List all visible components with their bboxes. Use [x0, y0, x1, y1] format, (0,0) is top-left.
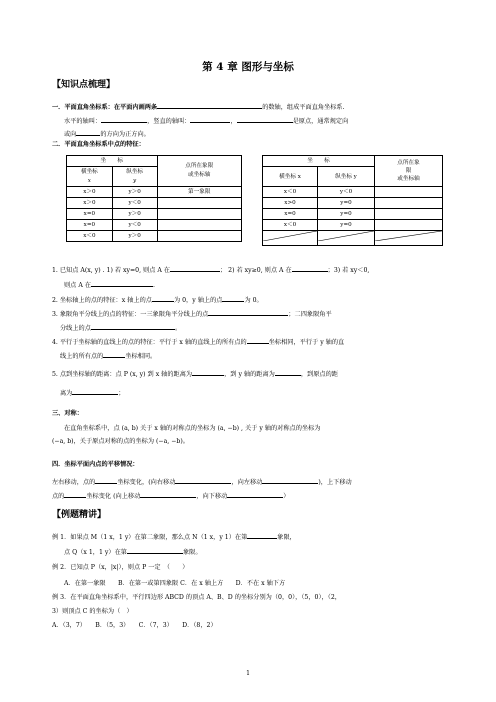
table-header-text: 点所在象限	[185, 163, 214, 169]
question-5-line2: 离为 ；	[60, 387, 125, 398]
example-2-options: A．在第一象限 B．在第一或第四象限 C．在 x 轴上方 D．不在 x 轴下方	[64, 580, 286, 587]
table-header-text: 或坐标轴	[188, 172, 211, 178]
table-cell: y＞0	[112, 209, 157, 220]
table-cell	[375, 209, 443, 220]
blank	[91, 279, 153, 287]
symmetry-line2: (−a, b)，关于原点对称的点的坐标为 (−a, −b)。	[52, 438, 189, 445]
translation-line1	[52, 476, 352, 487]
table-row	[67, 198, 242, 209]
table-header-y	[112, 167, 157, 187]
text-run: 坐标相同。	[125, 353, 157, 360]
table-header-y: 纵坐标 y	[318, 167, 375, 187]
table-cell: y=0	[318, 220, 375, 231]
blank	[127, 546, 183, 554]
blank	[237, 115, 293, 123]
table-cell	[157, 209, 242, 220]
table-cell-empty	[263, 231, 318, 246]
text-run: 5. 点到坐标轴的距离：点 P (x, y) 到 x 轴的距离为	[52, 371, 193, 378]
text-run: 的方向为正方向。	[100, 131, 150, 138]
table-row	[263, 231, 443, 246]
chapter-title: 第 4 章 图形与坐标	[202, 61, 294, 73]
text-run: ）	[283, 493, 290, 500]
table-cell: x＜0	[263, 187, 318, 198]
example-3-line2: 3）则顶点 C 的坐标为（ ）	[52, 608, 133, 615]
text-run: 分线上的点	[60, 325, 91, 332]
text-run: 例 1．如果点 M（1 x，1 y）在第二象限，那么点 N（1 x，y 1）在第	[52, 534, 248, 541]
blank	[64, 490, 86, 498]
text-run: 为 0。	[244, 297, 263, 304]
question-4-line2	[60, 350, 156, 361]
text-run: 是原点，通常规定向	[292, 118, 349, 125]
table-cell	[157, 231, 242, 242]
diagonal-line-icon	[375, 231, 442, 241]
table-row	[67, 209, 242, 220]
text-run: ，到 y 轴的距离为	[224, 371, 275, 378]
blank	[208, 308, 288, 316]
table-header-text: y	[133, 177, 137, 184]
text-run: )，上下移动	[318, 479, 352, 486]
table-header-text: 或坐标轴	[397, 176, 420, 182]
text-run: ；3) 若 xy＜0,	[327, 267, 370, 274]
section-heading-knowledge: 【知识点梳理】	[52, 80, 116, 90]
text-run: 为 0，y 轴上的点	[173, 297, 223, 304]
blank	[91, 322, 175, 330]
diagonal-line-icon	[263, 231, 317, 241]
symmetry-line1: 在直角坐标系中，点 (a, b) 关于 x 轴的对称点的坐标为 (a, −b) , 关于 y 轴的对称点的坐标为	[64, 425, 321, 432]
blank	[170, 264, 220, 272]
blank	[175, 476, 231, 484]
table-header-text: 点所在象	[397, 160, 420, 166]
text-run: 一．平面直角坐标系：在平面内画两条	[52, 104, 158, 111]
text-run: ，到原点的距	[300, 371, 338, 378]
example-1-line2	[64, 546, 202, 557]
blank	[72, 387, 118, 395]
table-cell: y＜0	[318, 187, 375, 198]
question-1-line1	[52, 264, 369, 275]
question-4-line1	[52, 336, 344, 347]
table-cell: y=0	[318, 198, 375, 209]
blank	[275, 368, 301, 376]
table-cell: x>0	[263, 198, 318, 209]
blank	[152, 294, 174, 302]
table-header-x: 横坐标 x	[263, 167, 318, 187]
question-5-line1	[52, 368, 338, 379]
text-run: 坐标变化，(向右移动	[117, 479, 176, 486]
table-header-text: 限	[405, 168, 412, 174]
table-row	[263, 198, 443, 209]
blank	[247, 336, 269, 344]
table-header-coordinate: 坐 标	[263, 156, 375, 167]
blank	[247, 531, 277, 539]
section-heading-examples: 【例题精讲】	[52, 510, 107, 520]
text-run: 4. 平行于坐标轴的直线上的点的特征：平行于 x 轴的直线上的所有点的	[52, 339, 247, 346]
blank	[222, 294, 244, 302]
blank	[262, 476, 318, 484]
table-header-text: x	[87, 177, 91, 184]
text-run: 象限。	[182, 549, 202, 556]
table-cell	[375, 198, 443, 209]
table-cell-empty	[375, 231, 443, 246]
text-run: 或向	[64, 131, 77, 138]
table-cell: x=0	[67, 220, 113, 231]
paragraph-coordinate-system-line2	[64, 115, 348, 126]
table-row	[67, 187, 242, 198]
blank	[76, 128, 100, 136]
blank	[292, 264, 328, 272]
text-run: 点 Q（x 1，1 y）在第	[64, 549, 127, 556]
text-run: 坐标变化 (向上移动	[86, 493, 141, 500]
table-cell: x=0	[263, 209, 318, 220]
table-row	[67, 220, 242, 231]
paragraph-coordinate-system-line1	[52, 101, 345, 112]
table-row	[263, 187, 443, 198]
table-cell: x=0	[67, 209, 113, 220]
blank	[227, 490, 283, 498]
table-cell: y＜0	[112, 220, 157, 231]
text-run: 离为	[60, 390, 73, 397]
blank	[140, 490, 196, 498]
table-left-point-features	[66, 155, 242, 242]
text-run: 线上的所有点的	[60, 353, 104, 360]
paragraph-point-features: 二．平面直角坐标系中点的特征：	[52, 141, 145, 148]
text-run: ，竖直的轴叫：	[147, 118, 191, 125]
table-cell	[157, 220, 242, 231]
diagonal-line-icon	[318, 231, 374, 241]
question-3-line2: 分线上的点 。	[60, 322, 181, 333]
question-2	[52, 294, 263, 305]
text-run: 四．坐标平面内点的平移情况：	[52, 461, 139, 468]
translation-line2	[52, 490, 289, 501]
text-run: ，向下移动	[196, 493, 228, 500]
section-translation-heading	[52, 461, 139, 469]
page-number: 1	[246, 670, 250, 677]
text-run: 象限，	[277, 534, 296, 541]
text-run: 1. 已知点 A(x, y) . 1) 若 xy=0, 则点 A 在	[52, 267, 170, 274]
text-run: 坐标相同，平行于 y 轴的直	[268, 339, 345, 346]
table-cell: x＜0	[263, 220, 318, 231]
table-cell: y＞0	[112, 187, 157, 198]
blank	[101, 115, 147, 123]
table-cell-empty	[318, 231, 375, 246]
blank	[103, 350, 125, 358]
text-run: ，	[230, 118, 237, 125]
text-run: 2. 坐标轴上的点的特征：x 轴上的点	[52, 297, 152, 304]
table-header-quadrant	[157, 156, 242, 187]
table-cell	[157, 198, 242, 209]
example-3-options: A．（3，7） B．（5，3） C．（7，3） D．（8，2）	[52, 622, 217, 629]
question-3-line1	[52, 308, 332, 319]
table-header-quadrant	[375, 156, 443, 187]
blank	[192, 368, 224, 376]
table-right-point-features	[262, 155, 443, 246]
text-run: 点的	[52, 493, 65, 500]
text-run: ，向左移动	[231, 479, 263, 486]
text-run: 水平的轴叫：	[64, 118, 102, 125]
table-row	[67, 231, 242, 242]
text-run: 则点 A 在	[64, 282, 91, 289]
table-cell: y＜0	[112, 198, 157, 209]
table-cell: y=0	[318, 209, 375, 220]
table-cell: x＞0	[67, 198, 113, 209]
table-cell	[375, 187, 443, 198]
question-1-line2: 则点 A 在 .	[64, 279, 155, 290]
blank	[95, 476, 117, 484]
text-run: 3. 象限角平分线上的点的特征：一三象限角平分线上的点	[52, 311, 209, 318]
table-cell: 第一象限	[157, 187, 242, 198]
paragraph-coordinate-system-line3	[64, 128, 150, 139]
example-1-line1	[52, 531, 296, 542]
table-row	[263, 209, 443, 220]
text-run: 的数轴，组成平面直角坐标系.	[262, 104, 345, 111]
table-cell: x＜0	[67, 231, 113, 242]
table-header-text: 纵坐标	[126, 168, 144, 175]
blank	[190, 115, 230, 123]
table-row	[263, 220, 443, 231]
table-cell: y＞0	[112, 231, 157, 242]
table-header-coordinate: 坐 标	[67, 156, 158, 167]
table-cell	[375, 220, 443, 231]
example-3-line1: 例 3．在平面直角坐标系中，平行四边形 ABCD 的顶点 A、B、D 的坐标分别为（0，0），（5，0），（2，	[52, 594, 341, 601]
text-run: 左右移动，点的	[52, 479, 96, 486]
text-run: ； 2) 若 xy≥0, 则点 A 在	[220, 267, 292, 274]
section-symmetry-heading: 三、对称：	[52, 410, 83, 417]
text-run: ；二四象限角平	[288, 311, 332, 318]
table-cell: x＞0	[67, 187, 113, 198]
table-header-text: 横坐标	[80, 168, 98, 175]
table-header-x	[67, 167, 113, 187]
example-2: 例 2．已知点 P（x，|x|），则点 P 一定 （ ）	[52, 564, 189, 571]
blank	[157, 101, 262, 109]
